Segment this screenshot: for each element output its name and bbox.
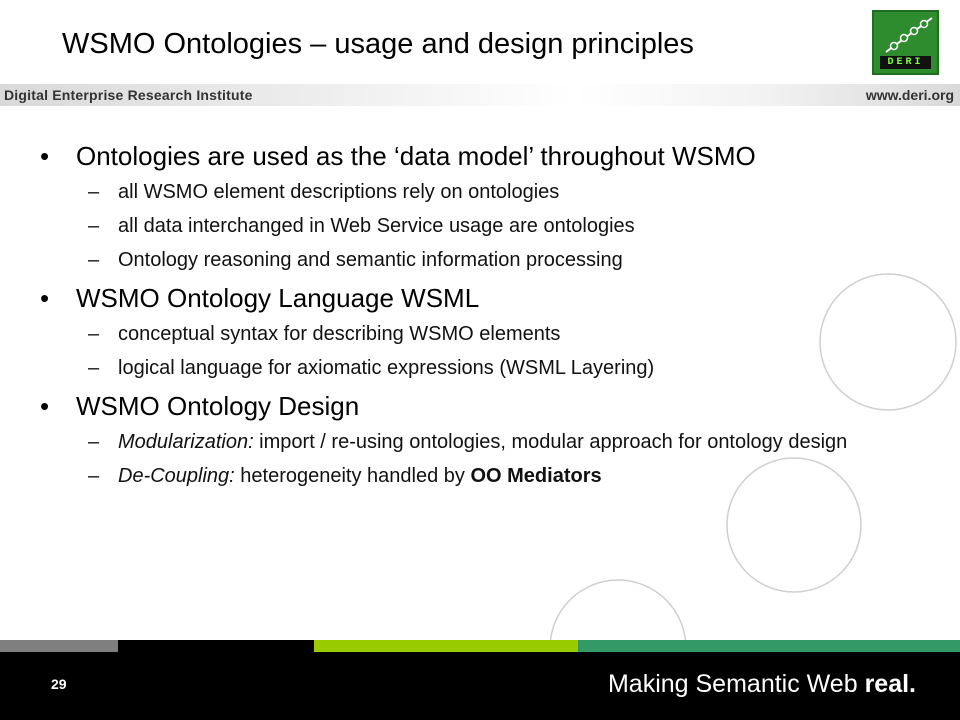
- title: WSMO Ontologies – usage and design principles: [62, 28, 694, 60]
- dash-icon: –: [88, 465, 100, 487]
- sub-bullet-item: [40, 214, 920, 238]
- bullet-item: [40, 140, 920, 172]
- bullet-text: WSMO Ontology Language WSML: [76, 283, 480, 313]
- sub-bullet-item: [40, 356, 920, 380]
- bullet-icon: •: [40, 283, 50, 313]
- color-bar-gray: [0, 640, 118, 652]
- sub-bullet-text: import / re-using ontologies, modular approach for ontology design: [253, 431, 848, 453]
- dash-icon: –: [88, 215, 100, 237]
- color-bar-green: [578, 640, 960, 652]
- sub-bullet-text: all WSMO element descriptions rely on ontologies: [118, 181, 560, 203]
- bullet-text: Ontologies are used as the ‘data model’ throughout WSMO: [76, 141, 756, 171]
- dash-icon: –: [88, 323, 100, 345]
- sub-bullet-item: [40, 180, 920, 204]
- tagline-bold: real.: [864, 670, 916, 698]
- sub-bullet-text: Ontology reasoning and semantic information processing: [118, 249, 623, 271]
- sub-bullet-item: [40, 322, 920, 346]
- bullet-group: [40, 390, 920, 488]
- website-url: www.deri.org: [865, 87, 954, 103]
- logo-text: DERI: [880, 56, 931, 69]
- dash-icon: –: [88, 431, 100, 453]
- footer-tagline: [608, 670, 916, 699]
- bullet-group: [40, 282, 920, 380]
- dash-icon: –: [88, 249, 100, 271]
- bullet-text: WSMO Ontology Design: [76, 391, 360, 421]
- footer: [0, 652, 960, 720]
- bullet-item: [40, 282, 920, 314]
- slide-content: [40, 140, 920, 498]
- sub-bullet-item: [40, 248, 920, 272]
- sub-bullet-text: conceptual syntax for describing WSMO elements: [118, 323, 561, 345]
- bullet-icon: •: [40, 391, 50, 421]
- bullet-item: [40, 390, 920, 422]
- dash-icon: –: [88, 181, 100, 203]
- tagline-text: Making Semantic Web: [607, 670, 865, 698]
- page-number: 29: [51, 676, 67, 692]
- dash-icon: –: [88, 357, 100, 379]
- sub-bullet-bold: OO Mediators: [470, 465, 602, 487]
- sub-bullet-text: all data interchanged in Web Service usage are ontologies: [118, 215, 635, 237]
- bullet-icon: •: [40, 141, 50, 171]
- sub-bullet-italic: Modularization:: [118, 431, 254, 453]
- sub-bullet-item: [40, 430, 920, 454]
- color-bar: [0, 640, 960, 652]
- bullet-group: [40, 140, 920, 272]
- sub-bullet-italic: De-Coupling:: [118, 465, 235, 487]
- sub-bullet-text: logical language for axiomatic expressions (WSML Layering): [118, 357, 655, 379]
- color-bar-black: [118, 640, 314, 652]
- deri-logo-icon: [874, 12, 937, 57]
- header-band: [0, 84, 960, 106]
- deri-logo: [872, 10, 939, 75]
- institute-name: Digital Enterprise Research Institute: [4, 87, 253, 103]
- sub-bullet-text: heterogeneity handled by: [234, 465, 471, 487]
- color-bar-lime: [314, 640, 578, 652]
- sub-bullet-item: [40, 464, 920, 488]
